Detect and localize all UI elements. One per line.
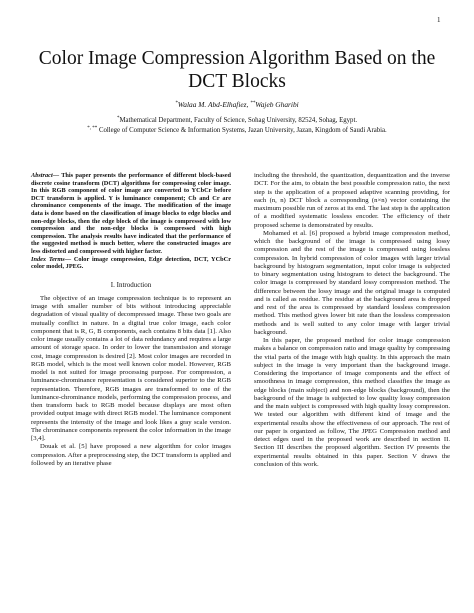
author1-name: Walaa M. Abd-Elhafiez, xyxy=(177,100,251,109)
index-terms-text: — Color image compression, Edge detection, DCT, YCbCr color model, JPEG. xyxy=(31,255,231,271)
left-column xyxy=(31,172,231,468)
abstract-text: — This paper presents the performance of different block-based discrete cosine transform (DCT) algorithms for compressing color image. In this RGB component of color image are converted to YCbCr before DCT transform is applied. Y is luminance component; Cb and Cr are chrominance components of the image. The modification of the image data is done based on the classification of image blocks to edge blocks and non-edge blocks, then the edge block of the image is compressed with low compression and the non-edge blocks is compressed with high compression. The analysis results have indicated that the performance of the suggested method is much better, where the constructed images are less distorted and compressed with higher factor. xyxy=(31,172,231,255)
abstract xyxy=(31,172,231,256)
affiliation-2-text: College of Computer Science & Information Systems, Jazan University, Jazan, Kingdom of Saudi Arabia. xyxy=(98,127,387,134)
author-line xyxy=(24,100,450,109)
body-paragraph: The objective of an image compression technique is to represent an image with smaller number of bits without introducing appreciable degradation of visual quality of decompressed image. These two goals are mutually conflict in nature. In a digital true color image, each color component that is R, G, B components, each contains 8 bits data [1]. Also color image usually contains a lot of data redundancy and requires a large amount of storage space. In order to lower the transmission and storage cost, image compression is desired [2]. Most color images are recorded in RGB model, which is the most well known color model. However, RGB model is not suited for image processing purpose. For compression, a luminance-chrominance representation is considered superior to the RGB representation. Therefore, RGB images are transformed to one of the luminance-chrominance models, performing the compression process, and then transform back to RGB model because displays are most often provided output image with direct RGB model. The luminance component represents the intensity of the image and look likes a gray scale version. The chrominance components represent the color information in the image [3,4]. xyxy=(31,294,231,443)
affiliation-2-mark: *, ** xyxy=(87,126,98,131)
paper-title: Color Image Compression Algorithm Based on the DCT Blocks xyxy=(38,48,436,92)
body-paragraph: In this paper, the proposed method for color image compression makes a balance on compression ratio and image quality by compressing the vital parts of the image with high quality. In this approach the main subject in the image is very important than the background image. Considering the importance of image components and the effect of smoothness in image compression, this method classifies the image as edge blocks (main subject) and non-edge blocks (background), then the background of the image is subjected to low quality lossy compression and the main subject is compressed with high quality lossy compression. We tested our algorithm with different kind of image and the experimental results show the effectiveness of our approach. The rest of our paper is organized as follow, The JPEG Compression method and detect edges used in the proposed work are described in section II. Section III describes the proposed algorithm. Section IV presents the experimental results obtained in this paper. Section V draws the conclusion of this work. xyxy=(254,337,450,468)
author2-name: Wajeb Gharibi xyxy=(255,100,299,109)
section-heading-introduction: I. Introduction xyxy=(110,280,152,289)
author2-mark: ** xyxy=(250,101,256,106)
index-terms xyxy=(31,256,231,271)
affiliation-1 xyxy=(24,117,450,124)
page-number: 1 xyxy=(437,16,441,24)
abstract-label: Abstract xyxy=(31,172,53,179)
body-paragraph: Mohamed et al. [6] proposed a hybrid image compression method, which the background of the image is compressed using lossy compression and the rest of the image is compressed using lossless compression. In hybrid compression of color images with larger trivial background by histogram segmentation, input color image is subjected to binary segmentation using histogram to detect the background. The color image is compressed by standard lossy compression method. The difference between the lossy image and the original image is computed and is called as residue. The residue at the background area is dropped and rest of the area is compressed by standard lossless compression method. This method gives lower bit rate than the lossless compression methods and is well suited to any color image with larger trivial background. xyxy=(254,229,450,336)
author1-mark: * xyxy=(175,101,178,106)
body-paragraph: including the threshold, the quantization, dequantization and the inverse DCT. For the aim, to obtain the best possible compression ratio, the next step is the application of a proposed adaptive scanning providing, for each (n, n) DCT block a corresponding (n×n) vector containing the maximum possible run of zeros at its end. The last step is the application of a modified systematic lossless encoder. The efficiency of their proposed scheme is demonstrated by results. xyxy=(254,172,450,229)
right-column xyxy=(254,172,450,469)
affiliation-1-mark: * xyxy=(116,116,120,121)
body-paragraph: Douak et al. [5] have proposed a new algorithm for color images compression. After a preprocessing step, the DCT transform is applied and followed by an iterative phase xyxy=(31,443,231,467)
affiliation-2 xyxy=(24,127,450,134)
index-terms-label: Index Terms xyxy=(31,255,65,263)
affiliation-1-text: Mathematical Department, Faculty of Science, Sohag University, 82524, Sohag, Egypt. xyxy=(119,117,358,124)
